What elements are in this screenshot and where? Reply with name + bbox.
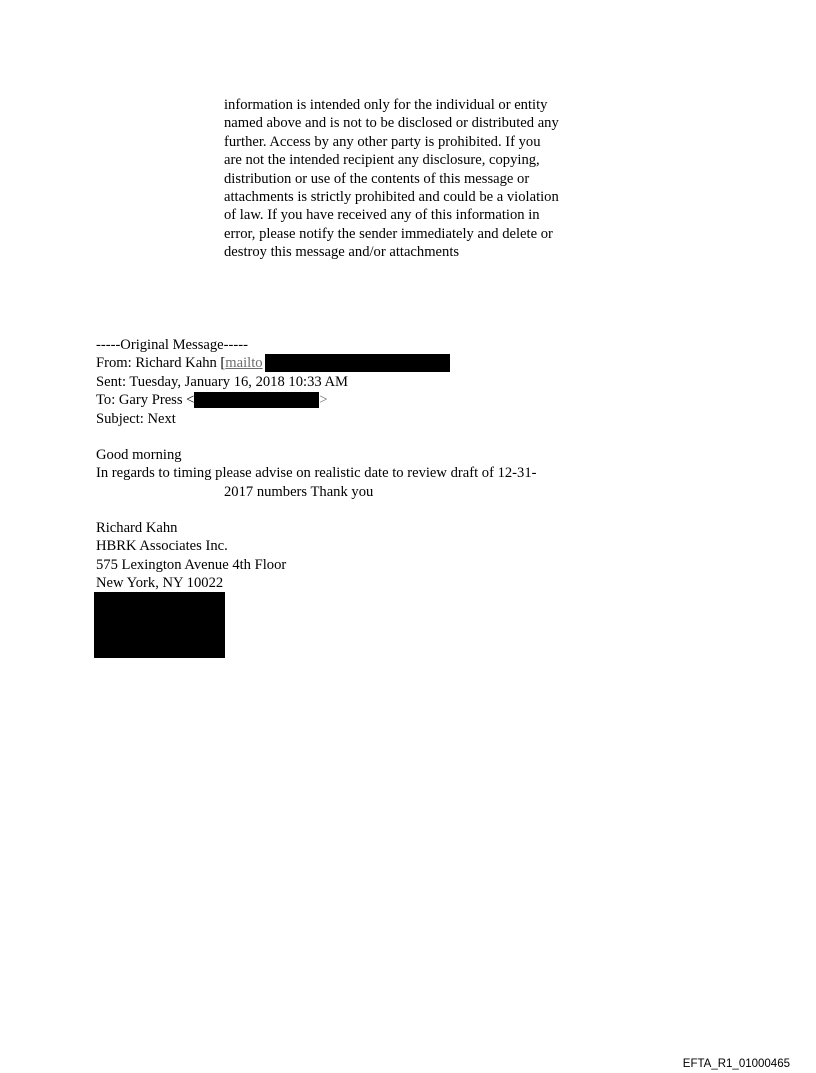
disclaimer-line: further. Access by any other party is prohibited. If you — [224, 133, 541, 150]
disclaimer-line: are not the intended recipient any disclosure, copying, — [224, 152, 540, 169]
sent-line: Sent: Tuesday, January 16, 2018 10:33 AM — [96, 373, 349, 390]
redaction-block — [94, 592, 225, 658]
from-label: From: Richard Kahn [ — [96, 355, 226, 372]
body-line: 2017 numbers Thank you — [224, 483, 374, 500]
signature-city: New York, NY 10022 — [96, 575, 224, 592]
disclaimer-line: attachments is strictly prohibited and could be a violation — [224, 188, 559, 205]
to-label: To: Gary Press < — [96, 392, 195, 409]
disclaimer-line: information is intended only for the individual or entity — [224, 97, 548, 113]
disclaimer-line: named above and is not to be disclosed or distributed any — [224, 115, 559, 132]
redaction-email — [265, 354, 450, 372]
signature-company: HBRK Associates Inc. — [96, 538, 228, 555]
greeting: Good morning — [96, 447, 182, 463]
disclaimer-line: distribution or use of the contents of this message or — [224, 170, 530, 187]
disclaimer-line: error, please notify the sender immediately and delete or — [224, 225, 553, 242]
subject-line: Subject: Next — [96, 410, 176, 427]
disclaimer-line: of law. If you have received any of this information in — [224, 207, 540, 224]
signature-block — [96, 519, 286, 593]
signature-name: Richard Kahn — [96, 520, 178, 536]
original-message-separator: -----Original Message----- — [96, 337, 248, 353]
message-body — [96, 446, 537, 501]
disclaimer-paragraph — [224, 96, 559, 262]
mailto-link[interactable]: mailto — [225, 355, 263, 372]
to-tail: > — [319, 392, 328, 409]
redaction-email — [194, 392, 319, 408]
original-message-header — [96, 336, 450, 428]
from-line — [96, 354, 450, 372]
document-id: EFTA_R1_01000465 — [682, 1058, 790, 1070]
to-line — [96, 391, 450, 409]
disclaimer-line: destroy this message and/or attachments — [224, 244, 460, 261]
signature-address: 575 Lexington Avenue 4th Floor — [96, 556, 287, 573]
body-line: In regards to timing please advise on realistic date to review draft of 12-31- — [96, 465, 537, 482]
